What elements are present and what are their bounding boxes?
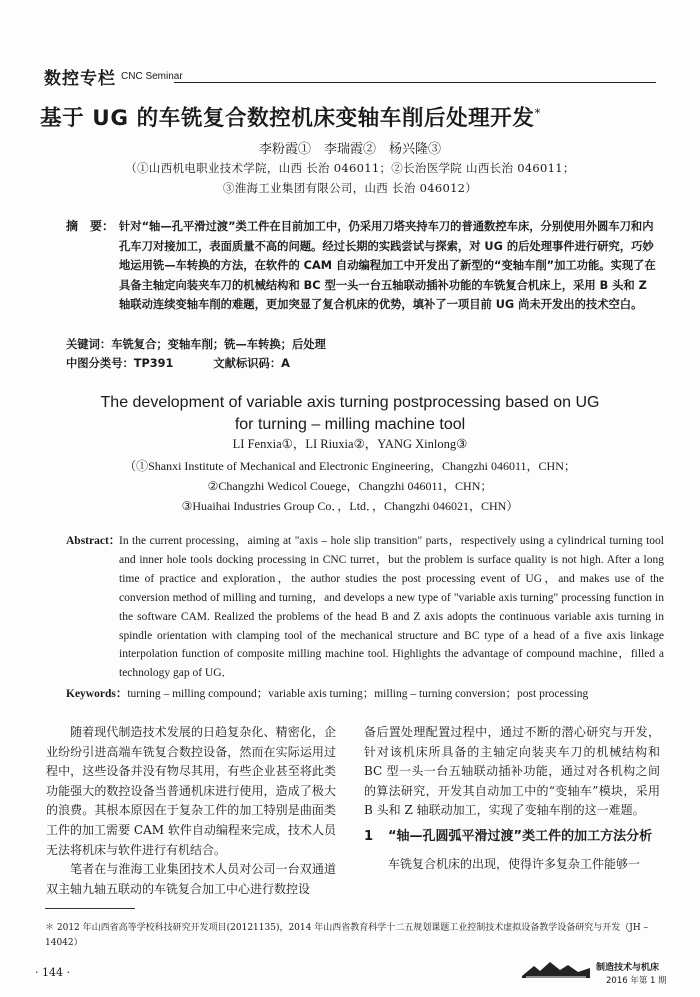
journal-name bbox=[596, 960, 667, 986]
abstract-en-label: Abstract： bbox=[66, 535, 121, 547]
section-heading bbox=[364, 827, 660, 847]
keywords-en bbox=[66, 685, 588, 701]
page-number: · 144 · bbox=[35, 966, 70, 979]
journal-issue: 2016 年第 1 期 bbox=[606, 976, 667, 986]
body-column-left bbox=[46, 723, 336, 899]
journal-title: 制造技术与机床 bbox=[596, 963, 660, 973]
title-footnote-mark: * bbox=[534, 105, 542, 120]
section-title: “轴—孔圆弧平滑过渡”类工件的加工方法分析 bbox=[388, 828, 653, 844]
header-rule bbox=[174, 82, 656, 83]
section-number: 1 bbox=[364, 828, 374, 844]
body-column-right bbox=[364, 723, 660, 875]
body-paragraph: 随着现代制造技术发展的日趋复杂化、精密化，企业纷纷引进高端车铣复合数控设备，然而在实际运用过程中，这些设备并没有物尽其用，有些企业甚至将此类功能强大的数控设备当普通机床进行使用，造成了极大的浪费。其根本原因在于复杂工件的加工特别是曲面类工件的加工需要 CAM 软件自动编程来完成，技术人员无法将机床与软件进行有机结合。 bbox=[46, 725, 336, 857]
affiliation-cn-line-1: （①山西机电职业技术学院，山西 长治 046011；②长治医学院 山西长治 046011； bbox=[125, 161, 575, 175]
classification bbox=[66, 355, 330, 371]
authors-en: LI Fenxia①，LI Riuxia②，YANG Xinlong③ bbox=[232, 437, 468, 451]
article-title-en: The development of variable axis turning postprocessing based on UG for turning – milling machine tool bbox=[100, 394, 600, 433]
footnote-rule bbox=[45, 908, 135, 909]
document-code: 文献标识码：A bbox=[213, 357, 290, 370]
abstract-cn-label: 摘 要： bbox=[66, 219, 115, 233]
affiliation-en-line-1: （①Shanxi Institute of Mechanical and Electronic Engineering，Changzhi 046011，CHN； bbox=[124, 459, 576, 473]
authors-cn: 李粉霞① 李瑞霞② 杨兴隆③ bbox=[258, 142, 441, 157]
affiliation-en-line-2: ②Changzhi Wedicol Couege，Changzhi 046011，CHN； bbox=[207, 479, 493, 493]
column-brand: 数控专栏 bbox=[44, 69, 116, 89]
clc-number: 中图分类号：TP391 bbox=[66, 357, 174, 370]
abstract-cn bbox=[66, 217, 660, 315]
body-paragraph: 备后置处理配置过程中，通过不断的潜心研究与开发，针对该机床所具备的主轴定向装夹车刀的机械结构和 BC 型一头一台五轴联动插补功能，通过对各机构之间的算法研究，开发其自动加工中的“变轴车”模块，采用 B 头和 Z 轴联动加工，实现了变轴车削的这一难题。 bbox=[364, 725, 660, 818]
abstract-en bbox=[66, 532, 664, 683]
keywords-en-text: turning – milling compound；variable axis turning；milling – turning conversion；post processing bbox=[127, 688, 589, 700]
article-title-cn bbox=[40, 101, 660, 132]
abstract-cn-text: 针对“轴—孔平滑过渡”类工件在目前加工中，仍采用刀塔夹持车刀的普通数控车床，分别使用外圆车刀和内孔车刀对接加工，表面质量不高的问题。经过长期的实践尝试与探索，对 UG 的后处理事件进行研究，巧妙地运用铣—车转换的方法，在软件的 CAM 自动编程加工中开发出了新型的“变轴车削”加工功能。实现了在具备主轴定向装夹车刀的机械结构和 BC 型一头一台五轴联动插补功能的车铣复合机床上，采用 B 头和 Z 轴联动连续变轴车削的难题，更加突显了复合机床的优势，填补了一项目前 UG 尚未开发出的技术空白。 bbox=[119, 220, 656, 311]
title-text: 基于 UG 的车铣复合数控机床变轴车削后处理开发 bbox=[40, 106, 535, 131]
affiliation-cn-line-2: ③淮海工业集团有限公司，山西 长治 046012） bbox=[222, 181, 478, 195]
keywords-cn: 关键词：车铣复合；变轴车削；铣—车转换；后处理 bbox=[66, 338, 326, 351]
footnote: ＊ 2012 年山西省高等学校科技研究开发项目(20121135)，2014 年山西省教育科学十二五规划课题工业控制技术虚拟设备教学设备研究与开发（JH – 14042） bbox=[45, 923, 649, 948]
journal-logo-icon bbox=[520, 958, 592, 980]
column-subtitle: CNC Seminar bbox=[121, 71, 183, 82]
abstract-en-text: In the current processing，aiming at "axis – hole slip transition" parts，respectively using a cylindrical turning tool and inner hole tools docking processing in CNC turret，but the problem is surface quality is not high. After a long time of practice and exploration，the author studies the post processing event of UG，and makes use of the conversion method of milling and turning，and develops a new type of "variable axis turning" processing function in the software CAM. Realized the problems of the head B and Z axis adopts the continuous variable axis turning in spindle orientation with clamping tool of the mechanical structure and BC type of a head of a five axis linkage interpolation function of composite milling machine tool. Highlights the advantage of compound machine，filled a technology gap of UG． bbox=[119, 535, 664, 680]
keywords-en-label: Keywords： bbox=[66, 688, 128, 700]
body-paragraph: 笔者在与淮海工业集团技术人员对公司一台双通道双主轴九轴五联动的车铣复合加工中心进行数控设 bbox=[46, 862, 336, 896]
body-paragraph: 车铣复合机床的出现，使得许多复杂工件能够一 bbox=[388, 856, 641, 871]
affiliation-en-line-3: ③Huaihai Industries Group Co．，Ltd．，Changzhi 046021，CHN） bbox=[181, 499, 519, 513]
